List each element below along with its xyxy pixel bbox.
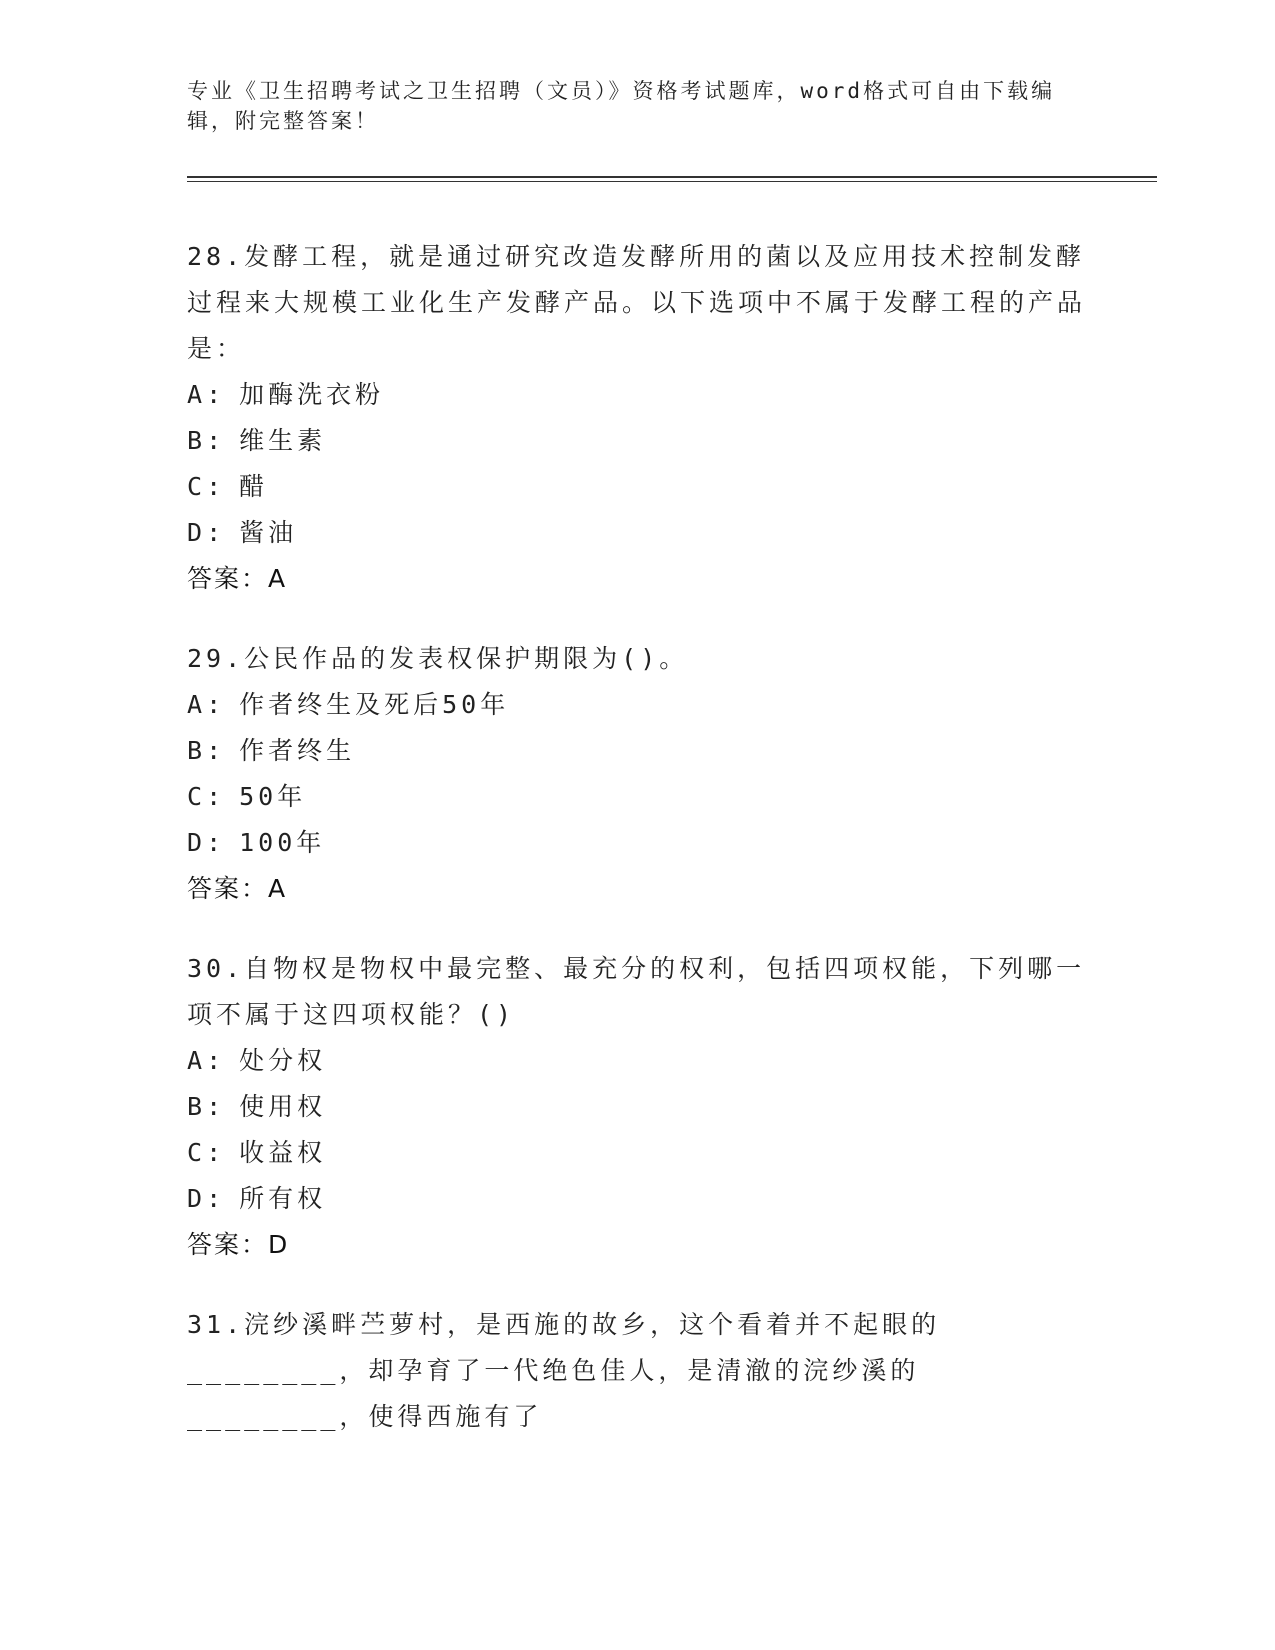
option-text: 使用权: [239, 1092, 327, 1121]
option-a: A: 处分权: [187, 1046, 327, 1075]
option-b: B: 维生素: [187, 426, 327, 455]
option-b: B: 使用权: [187, 1092, 327, 1121]
option-key: D: [187, 828, 207, 857]
answer-label: 答案：A: [187, 564, 288, 593]
answer-label: 答案：A: [187, 874, 288, 903]
option-key: C: [187, 472, 207, 501]
option-text: 所有权: [239, 1184, 327, 1213]
option-text: 酱油: [239, 518, 298, 547]
answer-label: 答案：D: [187, 1230, 290, 1259]
header-divider: [187, 176, 1157, 178]
question-30: [187, 946, 1087, 1268]
question-text: 31.浣纱溪畔苎萝村，是西施的故乡，这个看着并不起眼的________，却孕育了一代绝色佳人，是清澈的浣纱溪的________，使得西施有了: [187, 1310, 941, 1431]
option-key: B: [187, 736, 207, 765]
option-key: B: [187, 426, 207, 455]
option-key: B: [187, 1092, 207, 1121]
option-text: 维生素: [239, 426, 327, 455]
option-key: A: [187, 690, 207, 719]
option-text: 作者终生及死后50年: [239, 690, 510, 719]
option-c: C: 收益权: [187, 1138, 327, 1167]
option-text: 处分权: [239, 1046, 327, 1075]
option-c: C: 醋: [187, 472, 269, 501]
option-key: C: [187, 1138, 207, 1167]
option-d: D: 所有权: [187, 1184, 327, 1213]
option-a: A: 加酶洗衣粉: [187, 380, 385, 409]
option-text: 100年: [239, 828, 326, 857]
option-b: B: 作者终生: [187, 736, 356, 765]
question-list: [187, 234, 1087, 1474]
option-key: D: [187, 1184, 207, 1213]
option-text: 收益权: [239, 1138, 327, 1167]
option-a: A: 作者终生及死后50年: [187, 690, 510, 719]
question-29: [187, 636, 1087, 912]
header-text: 专业《卫生招聘考试之卫生招聘（文员）》资格考试题库，word格式可自由下载编辑，附完整答案！: [187, 79, 1056, 133]
option-d: D: 酱油: [187, 518, 298, 547]
question-text: 30.自物权是物权中最完整、最充分的权利，包括四项权能，下列哪一项不属于这四项权能？(): [187, 954, 1086, 1029]
option-c: C: 50年: [187, 782, 307, 811]
option-text: 加酶洗衣粉: [239, 380, 385, 409]
option-text: 50年: [239, 782, 307, 811]
option-key: A: [187, 1046, 207, 1075]
question-31: [187, 1302, 1087, 1440]
option-text: 作者终生: [239, 736, 356, 765]
question-text: 29.公民作品的发表权保护期限为()。: [187, 644, 689, 673]
option-d: D: 100年: [187, 828, 326, 857]
option-key: D: [187, 518, 207, 547]
question-28: [187, 234, 1087, 602]
option-key: C: [187, 782, 207, 811]
option-key: A: [187, 380, 207, 409]
header-divider-thin: [187, 181, 1157, 182]
question-text: 28.发酵工程，就是通过研究改造发酵所用的菌以及应用技术控制发酵过程来大规模工业化生产发酵产品。以下选项中不属于发酵工程的产品是：: [187, 242, 1087, 363]
option-text: 醋: [239, 472, 269, 501]
